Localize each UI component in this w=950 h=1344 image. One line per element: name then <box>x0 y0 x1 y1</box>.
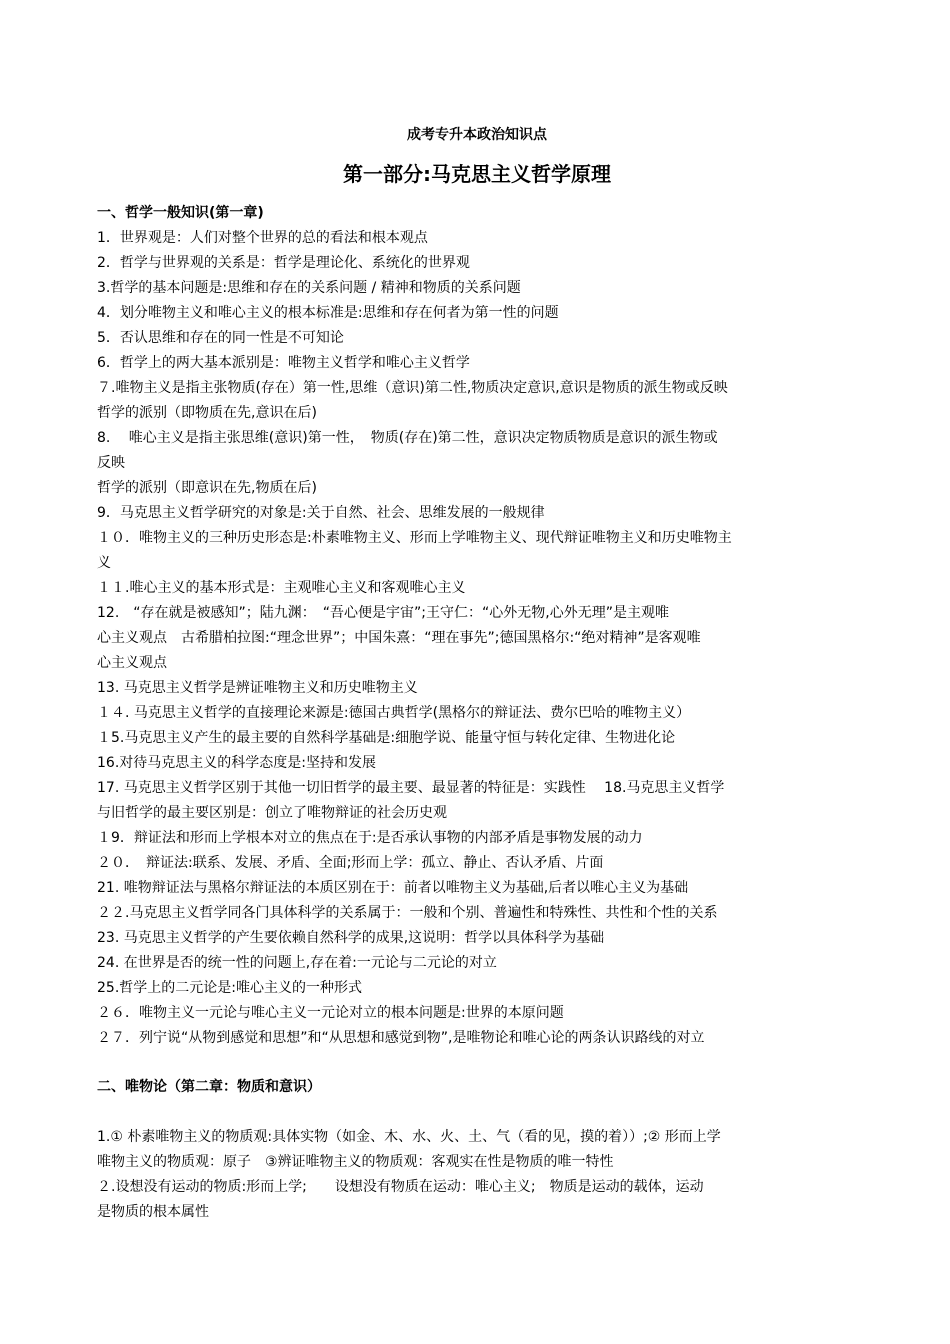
text-line: 23. 马克思主义哲学的产生要依赖自然科学的成果,这说明：哲学以具体科学为基础 <box>97 930 605 946</box>
text-line: 唯物主义的物质观：原子 ③辨证唯物主义的物质观：客观实在性是物质的唯一特性 <box>97 1154 614 1170</box>
section-materialism <box>97 1075 857 1225</box>
text-line: １9．辩证法和形而上学根本对立的焦点在于:是否承认事物的内部矛盾是事物发展的动力 <box>97 830 643 846</box>
text-line: 16.对待马克思主义的科学态度是:坚持和发展 <box>97 755 376 771</box>
part-title: 第一部分:马克思主义哲学原理 <box>343 162 611 186</box>
text-line: 反映 <box>97 455 125 471</box>
text-line: 1．世界观是：人们对整个世界的总的看法和根本观点 <box>97 230 428 246</box>
text-line: 心主义观点 <box>97 655 167 671</box>
text-line: ２６．唯物主义一元论与唯心主义一元论对立的根本问题是:世界的本原问题 <box>97 1005 564 1021</box>
text-line: １5.马克思主义产生的最主要的自然科学基础是:细胞学说、能量守恒与转化定律、生物进化论 <box>97 730 676 746</box>
section-heading: 一、哲学一般知识(第一章) <box>97 205 264 221</box>
section-items <box>97 226 857 1051</box>
section-items <box>97 1125 857 1225</box>
text-line: 17. 马克思主义哲学区别于其他一切旧哲学的最主要、最显著的特征是：实践性 18.马克思主义哲学 <box>97 780 725 796</box>
text-line: ２２.马克思主义哲学同各门具体科学的关系属于：一般和个别、普遍性和特殊性、共性和个性的关系 <box>97 905 718 921</box>
text-line: 5．否认思维和存在的同一性是不可知论 <box>97 330 344 346</box>
text-line: ２０． 辩证法:联系、发展、矛盾、全面;形而上学：孤立、静止、否认矛盾、片面 <box>97 855 604 871</box>
text-line: 8. 唯心主义是指主张思维(意识)第一性， 物质(存在)第二性，意识决定物质物质是意识的派生物或 <box>97 430 718 446</box>
section-philosophy-general <box>97 201 857 1051</box>
text-line: 24. 在世界是否的统一性的问题上,存在着:一元论与二元论的对立 <box>97 955 497 971</box>
text-line: 3.哲学的基本问题是:思维和存在的关系问题 / 精神和物质的关系问题 <box>97 280 521 296</box>
text-line: ２７．列宁说“从物到感觉和思想”和“从思想和感觉到物”,是唯物论和唯心论的两条认识路线的对立 <box>97 1030 705 1046</box>
text-line: 义 <box>97 555 111 571</box>
text-line: 心主义观点 古希腊柏拉图:“理念世界”；中国朱熹：“理在事先”;德国黑格尔:“绝对精神”是客观唯 <box>97 630 701 646</box>
text-line: 25.哲学上的二元论是:唯心主义的一种形式 <box>97 980 362 996</box>
text-line: 9．马克思主义哲学研究的对象是:关于自然、社会、思维发展的一般规律 <box>97 505 545 521</box>
text-line: 是物质的根本属性 <box>97 1204 209 1220</box>
text-line: 4．划分唯物主义和唯心主义的根本标准是:思维和存在何者为第一性的问题 <box>97 305 559 321</box>
text-line: 12. “存在就是被感知”；陆九渊： “吾心便是宇宙”;王守仁：“心外无物,心外无理”是主观唯 <box>97 605 669 621</box>
text-line: 6．哲学上的两大基本派别是：唯物主义哲学和唯心主义哲学 <box>97 355 470 371</box>
text-line: １４. 马克思主义哲学的直接理论来源是:德国古典哲学(黑格尔的辩证法、费尔巴哈的唯物主义） <box>97 705 691 721</box>
text-line: １１.唯心主义的基本形式是：主观唯心主义和客观唯心主义 <box>97 580 466 596</box>
text-line: 2．哲学与世界观的关系是：哲学是理论化、系统化的世界观 <box>97 255 470 271</box>
text-line: 1.① 朴素唯物主义的物质观:具体实物（如金、木、水、火、土、气（看的见，摸的着））;② 形而上学 <box>97 1129 721 1145</box>
text-line: ２.设想没有运动的物质:形而上学; 设想没有物质在运动：唯心主义; 物质是运动的载体，运动 <box>97 1179 704 1195</box>
text-line: 13. 马克思主义哲学是辨证唯物主义和历史唯物主义 <box>97 680 418 696</box>
text-line: １０．唯物主义的三种历史形态是:朴素唯物主义、形而上学唯物主义、现代辩证唯物主义和历史唯物主 <box>97 530 732 546</box>
text-line: 21. 唯物辩证法与黑格尔辩证法的本质区别在于：前者以唯物主义为基础,后者以唯心主义为基础 <box>97 880 689 896</box>
text-line: 与旧哲学的最主要区别是：创立了唯物辩证的社会历史观 <box>97 805 447 821</box>
text-line: 哲学的派别（即意识在先,物质在后) <box>97 480 317 496</box>
document-title: 成考专升本政治知识点 <box>407 127 547 143</box>
section-heading: 二、唯物论（第二章：物质和意识） <box>97 1079 321 1095</box>
text-line: ７.唯物主义是指主张物质(存在）第一性,思维（意识)第二性,物质决定意识,意识是物质的派生物或反映 <box>97 380 728 396</box>
text-line: 哲学的派别（即物质在先,意识在后) <box>97 405 317 421</box>
